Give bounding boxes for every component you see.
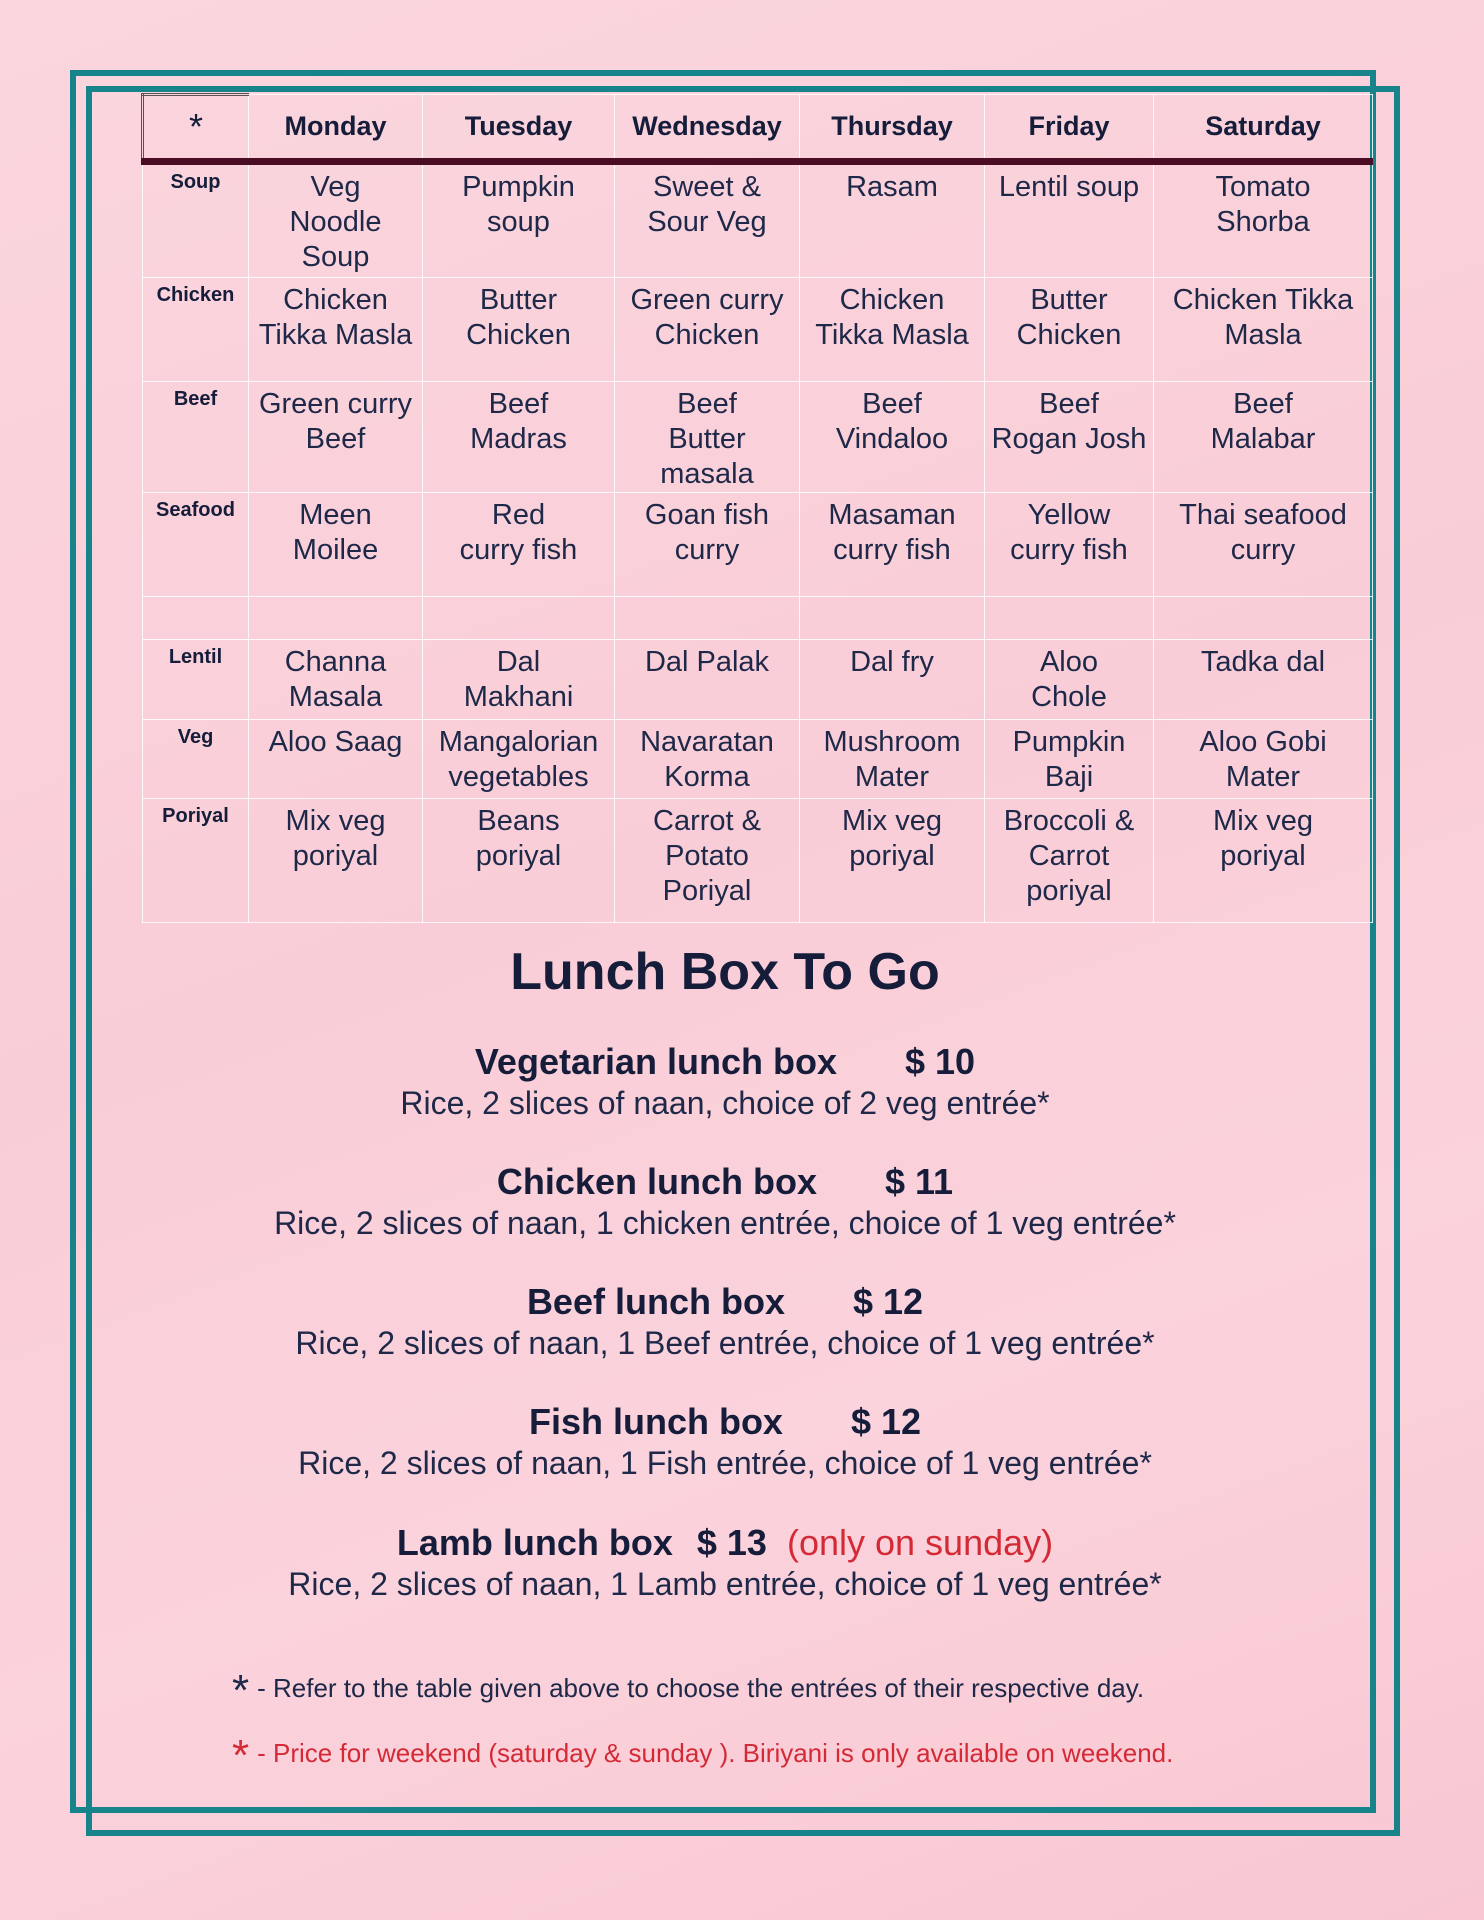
table-row [143, 597, 1373, 640]
menu-cell: Pumpkin soup [423, 162, 615, 278]
day-header-friday: Friday [985, 95, 1154, 162]
menu-cell: Thai seafood curry [1154, 493, 1373, 597]
lunch-box-heading [141, 1160, 1309, 1204]
lunch-box-item [141, 1160, 1309, 1242]
lunch-box-heading [141, 1400, 1309, 1444]
menu-cell: Aloo Gobi Mater [1154, 720, 1373, 799]
row-label: Soup [143, 162, 249, 278]
row-label: Veg [143, 720, 249, 799]
menu-cell [615, 597, 800, 640]
menu-cell: Tadka dal [1154, 640, 1373, 720]
menu-cell [800, 597, 985, 640]
menu-cell: Masaman curry fish [800, 493, 985, 597]
lunch-box-name: Vegetarian lunch box [474, 1041, 837, 1082]
lunch-box-name: Fish lunch box [528, 1401, 783, 1442]
table-row [143, 382, 1373, 493]
menu-table-body [143, 162, 1373, 923]
menu-cell: Green curry Beef [249, 382, 423, 493]
menu-cell [423, 597, 615, 640]
asterisk-icon: * [143, 95, 249, 162]
lunch-box-name: Lamb lunch box [396, 1522, 673, 1563]
lunch-box-description: Rice, 2 slices of naan, choice of 2 veg entrée* [400, 1085, 1050, 1121]
lunch-box-heading [141, 1040, 1309, 1084]
lunch-box-description: Rice, 2 slices of naan, 1 Fish entrée, choice of 1 veg entrée* [298, 1445, 1152, 1481]
lunch-box-heading [141, 1280, 1309, 1324]
lunch-box-note: (only on sunday) [766, 1522, 1054, 1563]
menu-cell [1154, 597, 1373, 640]
asterisk-icon: * [232, 1666, 250, 1715]
menu-cell: Red curry fish [423, 493, 615, 597]
menu-cell: Beef Madras [423, 382, 615, 493]
row-label [143, 597, 249, 640]
menu-cell: Carrot & Potato Poriyal [615, 799, 800, 923]
footnote-text: - Price for weekend (saturday & sunday ). Biriyani is only available on weekend. [257, 1738, 1174, 1768]
table-row [143, 799, 1373, 923]
lunch-box-item [141, 1040, 1309, 1122]
menu-cell: Navaratan Korma [615, 720, 800, 799]
menu-cell: Beef Butter masala [615, 382, 800, 493]
lunch-box-price: $ 12 [852, 1281, 924, 1322]
lunch-box-item [141, 1521, 1309, 1603]
menu-cell: Butter Chicken [423, 278, 615, 382]
menu-cell: Sweet & Sour Veg [615, 162, 800, 278]
footnote [232, 1658, 1145, 1715]
menu-cell: Mix veg poriyal [249, 799, 423, 923]
menu-cell [249, 597, 423, 640]
table-row [143, 493, 1373, 597]
menu-cell: Beef Malabar [1154, 382, 1373, 493]
table-row [143, 278, 1373, 382]
menu-cell: Beans poriyal [423, 799, 615, 923]
day-header-saturday: Saturday [1154, 95, 1373, 162]
lunch-box-description: Rice, 2 slices of naan, 1 chicken entrée, choice of 1 veg entrée* [274, 1205, 1176, 1241]
menu-cell: Mangalorian vegetables [423, 720, 615, 799]
day-header-wednesday: Wednesday [615, 95, 800, 162]
menu-cell: Green curry Chicken [615, 278, 800, 382]
menu-cell: Chicken Tikka Masla [800, 278, 985, 382]
menu-cell: Mix veg poriyal [800, 799, 985, 923]
day-header-monday: Monday [249, 95, 423, 162]
menu-cell: Pumpkin Baji [985, 720, 1154, 799]
lunch-box-price: $ 13 [696, 1522, 767, 1563]
row-label: Poriyal [143, 799, 249, 923]
lunch-box-description: Rice, 2 slices of naan, 1 Lamb entrée, choice of 1 veg entrée* [288, 1566, 1162, 1602]
row-label: Seafood [143, 493, 249, 597]
table-header-row [143, 95, 1373, 162]
row-label: Beef [143, 382, 249, 493]
lunch-box-price: $ 12 [850, 1401, 922, 1442]
menu-cell: Beef Vindaloo [800, 382, 985, 493]
menu-cell: Lentil soup [985, 162, 1154, 278]
menu-cell: Mix veg poriyal [1154, 799, 1373, 923]
menu-cell [985, 597, 1154, 640]
footnote-text: - Refer to the table given above to choose the entrées of their respective day. [257, 1673, 1145, 1703]
menu-cell: Channa Masala [249, 640, 423, 720]
menu-cell: Chicken Tikka Masla [1154, 278, 1373, 382]
lunch-box-item [141, 1400, 1309, 1482]
menu-cell: Mushroom Mater [800, 720, 985, 799]
menu-cell: Chicken Tikka Masla [249, 278, 423, 382]
lunch-box-price: $ 11 [884, 1161, 954, 1202]
menu-cell: Tomato Shorba [1154, 162, 1373, 278]
menu-cell: Yellow curry fish [985, 493, 1154, 597]
row-label: Lentil [143, 640, 249, 720]
menu-cell: Dal Palak [615, 640, 800, 720]
row-label: Chicken [143, 278, 249, 382]
menu-cell: Broccoli & Carrot poriyal [985, 799, 1154, 923]
menu-cell: Goan fish curry [615, 493, 800, 597]
menu-cell: Veg Noodle Soup [249, 162, 423, 278]
menu-cell: Aloo Saag [249, 720, 423, 799]
menu-cell: Rasam [800, 162, 985, 278]
day-header-thursday: Thursday [800, 95, 985, 162]
footnote [232, 1723, 1174, 1780]
menu-cell: Aloo Chole [985, 640, 1154, 720]
lunch-box-heading [141, 1521, 1309, 1565]
lunch-box-title: Lunch Box To Go [510, 943, 940, 1001]
weekly-menu-table [141, 93, 1373, 923]
menu-cell: Dal Makhani [423, 640, 615, 720]
asterisk-icon: * [232, 1731, 250, 1780]
lunch-box-name: Beef lunch box [526, 1281, 785, 1322]
table-row [143, 640, 1373, 720]
menu-cell: Butter Chicken [985, 278, 1154, 382]
lunch-box-description: Rice, 2 slices of naan, 1 Beef entrée, choice of 1 veg entrée* [295, 1325, 1155, 1361]
menu-cell: Beef Rogan Josh [985, 382, 1154, 493]
day-header-tuesday: Tuesday [423, 95, 615, 162]
menu-cell: Meen Moilee [249, 493, 423, 597]
lunch-box-price: $ 10 [905, 1041, 976, 1082]
table-row [143, 720, 1373, 799]
lunch-box-name: Chicken lunch box [496, 1161, 817, 1202]
menu-cell: Dal fry [800, 640, 985, 720]
table-row [143, 162, 1373, 278]
lunch-box-item [141, 1280, 1309, 1362]
